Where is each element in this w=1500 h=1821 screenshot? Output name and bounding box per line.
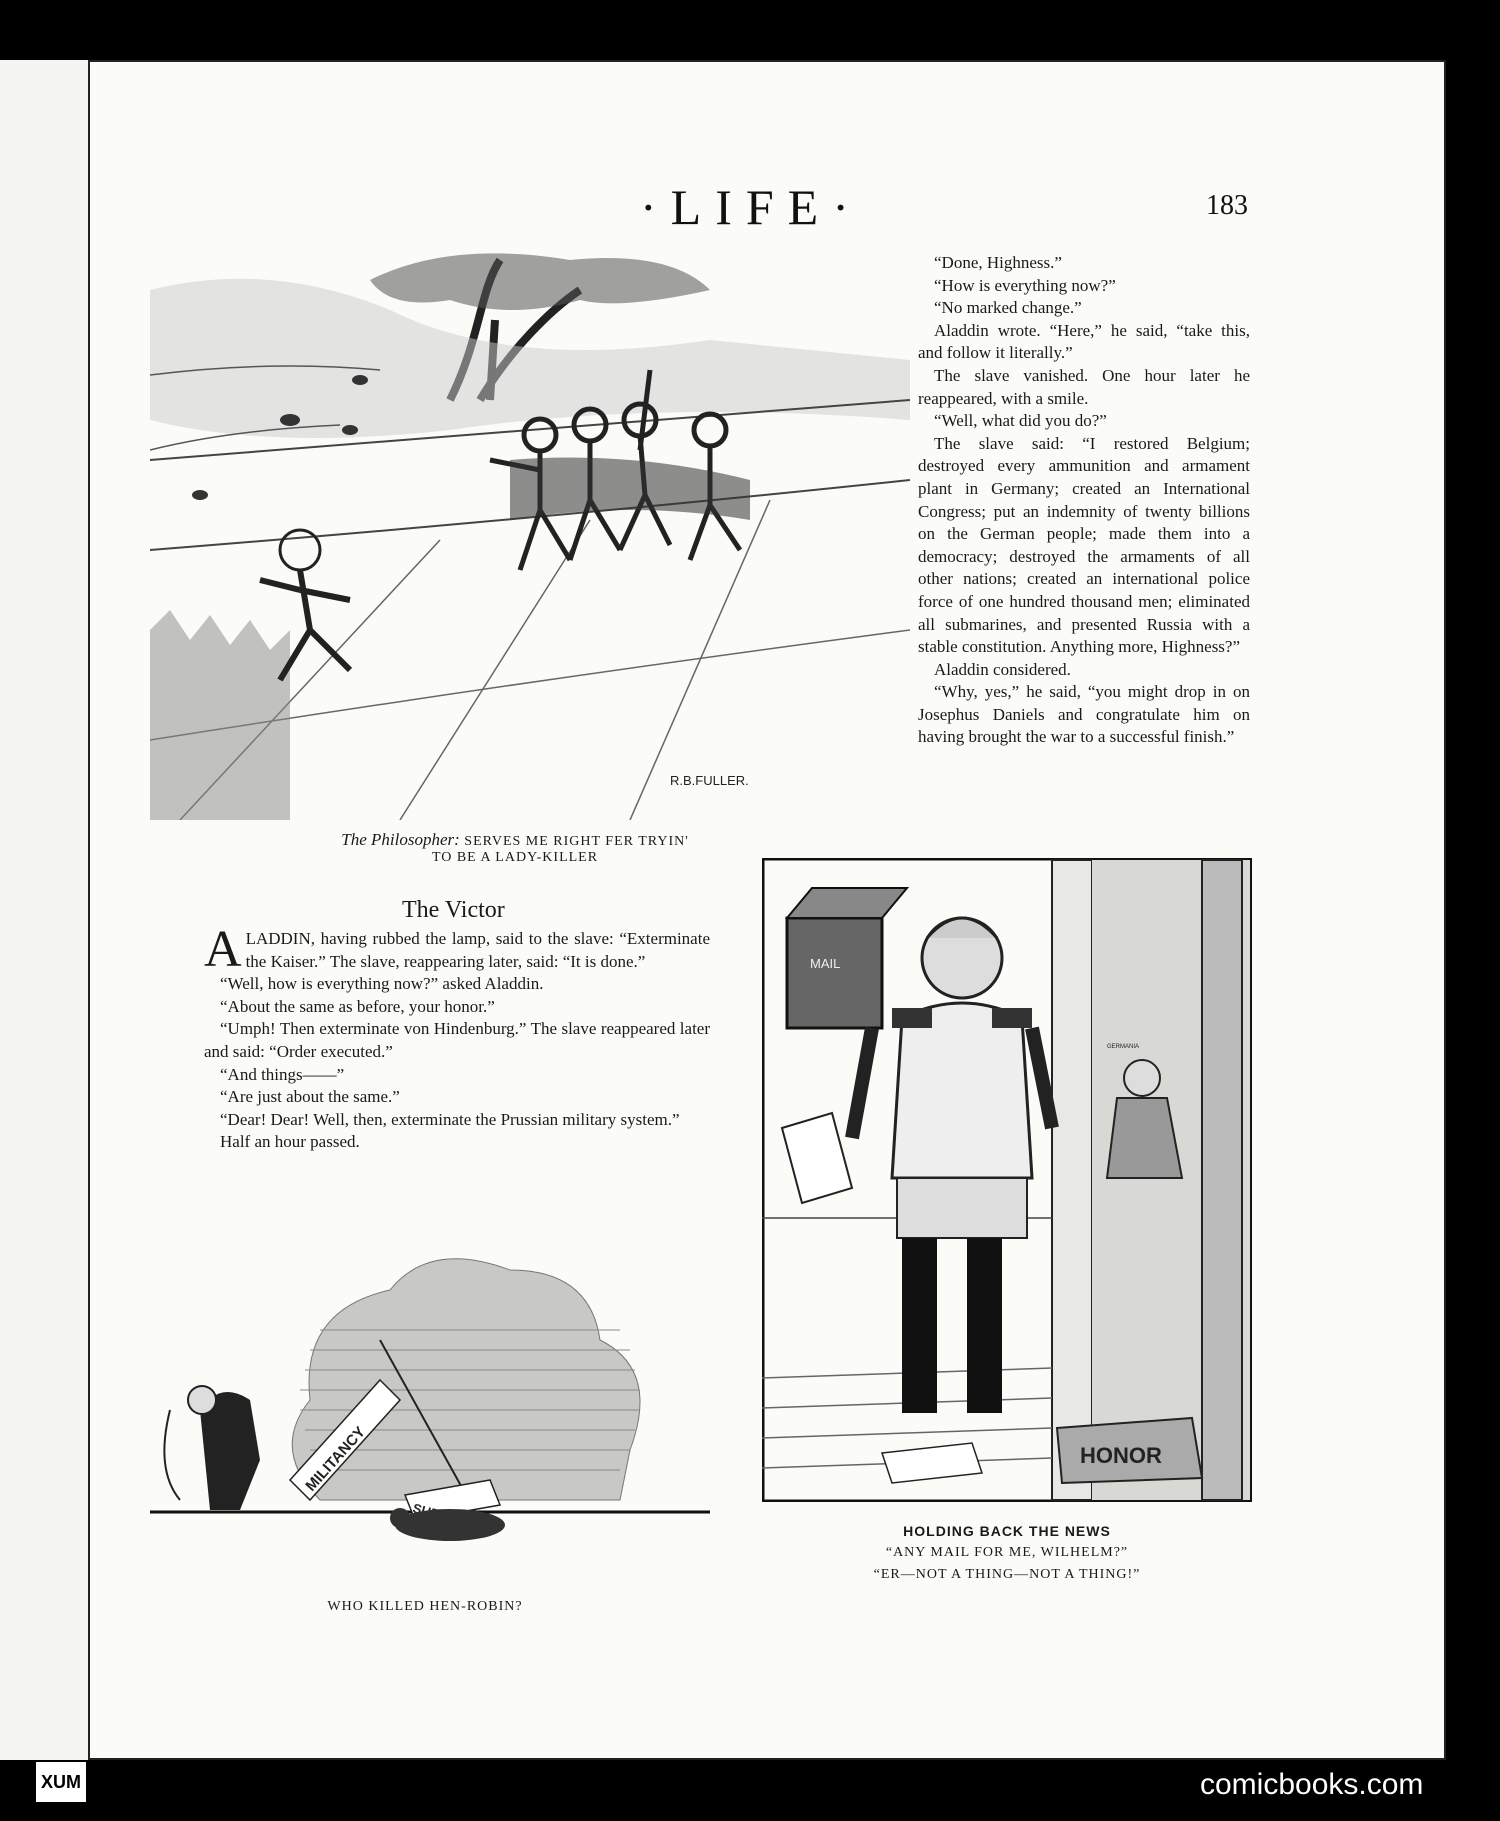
paragraph: “Dear! Dear! Well, then, exterminate the Prussian military system.” bbox=[220, 1109, 680, 1129]
caption-line-2: TO BE A LADY-KILLER bbox=[431, 850, 599, 865]
site-watermark: comicbooks.com bbox=[1200, 1768, 1424, 1801]
kaiser-caption bbox=[762, 1520, 1252, 1586]
cartoonist-signature: R.B.FULLER. bbox=[670, 773, 749, 788]
mailbox-label: MAIL bbox=[810, 956, 841, 971]
paragraph: “Why, yes,” he said, “you might drop in on Josephus Daniels and congratulate him on having brought the war to a successful finish.” bbox=[918, 682, 1250, 747]
paragraph: “Done, Highness.” bbox=[934, 253, 1062, 272]
story-first-paragraph bbox=[204, 921, 710, 978]
germania-label: GERMANIA bbox=[1107, 1044, 1140, 1050]
hen-robin-caption: WHO KILLED HEN-ROBIN? bbox=[327, 1599, 523, 1614]
paragraph: Aladdin wrote. “Here,” he said, “take this, and follow it literally.” bbox=[918, 320, 1250, 363]
drop-cap: A bbox=[204, 921, 242, 978]
kaiser-cartoon bbox=[762, 858, 1252, 1502]
doormat-label: HONOR bbox=[1080, 1443, 1162, 1468]
page-number: 183 bbox=[1206, 190, 1248, 221]
paragraph: Half an hour passed. bbox=[220, 1132, 360, 1152]
paragraph: Aladdin considered. bbox=[934, 659, 1071, 679]
story-first-text: LADDIN, having rubbed the lamp, said to the slave: “Exterminate the Kaiser.” The slave, reappearing later, said: “It is done.” bbox=[245, 929, 710, 971]
caption-speaker: The Philosopher: bbox=[341, 830, 460, 849]
paragraph: The slave vanished. One hour later he reappeared, with a smile. bbox=[918, 365, 1250, 408]
paragraph: “Are just about the same.” bbox=[220, 1087, 400, 1107]
story-title: The Victor bbox=[402, 897, 505, 923]
paragraph: “No marked change.” bbox=[934, 298, 1082, 318]
reel-tag: XUM bbox=[36, 1762, 86, 1802]
left-page-edge bbox=[0, 60, 88, 1760]
story-text bbox=[204, 921, 710, 1154]
paragraph: “Well, what did you do?” bbox=[934, 411, 1107, 431]
paragraph: “How is everything now?” bbox=[934, 275, 1116, 295]
militancy-banner: MILITANCY bbox=[302, 1423, 369, 1495]
kaiser-caption-line-1: “ANY MAIL FOR ME, WILHELM?” bbox=[885, 1545, 1129, 1560]
paragraph: “And things——” bbox=[220, 1064, 345, 1084]
hen-robin-cartoon bbox=[150, 1230, 710, 1580]
kaiser-caption-title: HOLDING BACK THE NEWS bbox=[903, 1523, 1111, 1539]
kaiser-caption-line-2: “ER—NOT A THING—NOT A THING!” bbox=[873, 1567, 1141, 1582]
caption-line-1: SERVES ME RIGHT FER TRYIN' bbox=[464, 834, 689, 849]
right-column-text bbox=[918, 252, 1250, 749]
paragraph: The slave said: “I restored Belgium; destroyed every ammunition and armament plant in Germany; created an International Congress; put an indemnity of twenty billions on the German people; made them into a democracy; destroyed the armaments of all other nations; created an international police force of one hundred thousand men; eliminated all submarines, and presented Russia with a stable constitution. Anything more, Highness?” bbox=[918, 433, 1250, 657]
paragraph: “Well, how is everything now?” asked Aladdin. bbox=[220, 974, 544, 994]
paragraph: “About the same as before, your honor.” bbox=[220, 996, 495, 1016]
philosopher-caption bbox=[270, 830, 760, 866]
paragraph: “Umph! Then exterminate von Hindenburg.” The slave reappeared later and said: “Order executed.” bbox=[204, 1019, 710, 1061]
magazine-title: ·LIFE· bbox=[640, 179, 863, 235]
philosopher-cartoon bbox=[150, 250, 910, 820]
